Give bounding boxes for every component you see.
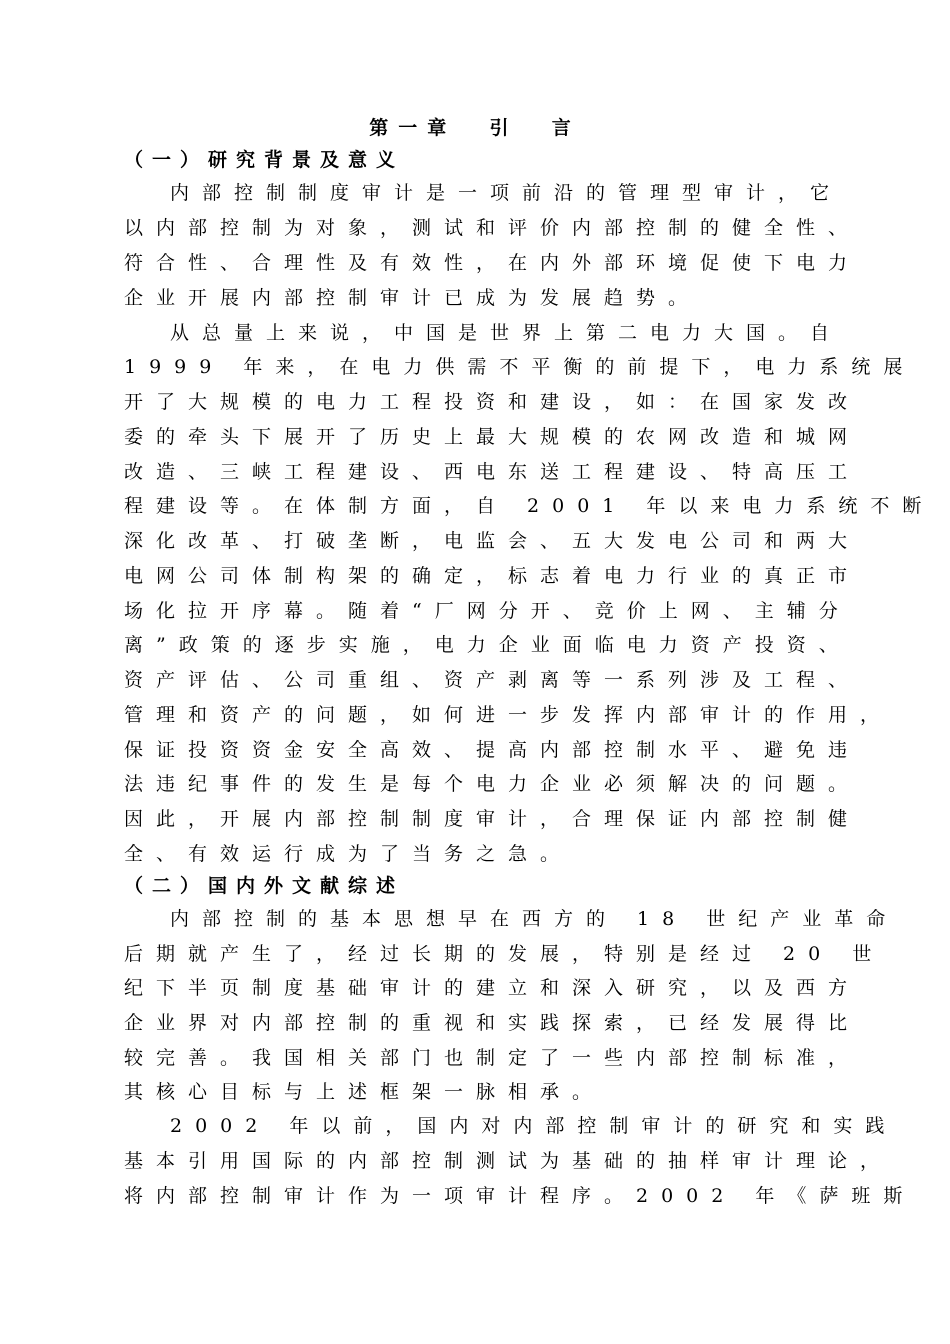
paragraph-line: 其核心目标与上述框架一脉相承。 bbox=[124, 1081, 605, 1103]
section-heading-literature-review: （二）国内外文献综述 bbox=[124, 875, 405, 897]
paragraph-line: 保证投资资金安全高效、提高内部控制水平、避免违 bbox=[124, 739, 861, 761]
paragraph-line: 符合性、合理性及有效性，在内外部环境促使下电力 bbox=[124, 252, 861, 274]
paragraph-line: 将内部控制审计作为一项审计程序。2002 年《萨班斯 bbox=[124, 1185, 916, 1207]
chapter-title: 第一章 引 言 bbox=[369, 117, 581, 139]
paragraph-line: 电网公司体制构架的确定，标志着电力行业的真正市 bbox=[124, 565, 861, 587]
paragraph-line: 1999 年来，在电力供需不平衡的前提下，电力系统展 bbox=[124, 356, 916, 378]
paragraph-line: 企业界对内部控制的重视和实践探索，已经发展得比 bbox=[124, 1012, 861, 1034]
paragraph-line: 后期就产生了，经过长期的发展，特别是经过 20 世 bbox=[124, 943, 885, 965]
paragraph-line: 内部控制制度审计是一项前沿的管理型审计，它 bbox=[170, 182, 843, 204]
paragraph-line: 全、有效运行成为了当务之急。 bbox=[124, 843, 573, 865]
paragraph-line: 基本引用国际的内部控制测试为基础的抽样审计理论， bbox=[124, 1150, 893, 1172]
paragraph-line: 场化拉开序幕。随着“厂网分开、竞价上网、主辅分 bbox=[124, 600, 851, 622]
paragraph-line: 因此，开展内部控制制度审计，合理保证内部控制健 bbox=[124, 808, 861, 830]
paragraph-line: 委的牵头下展开了历史上最大规模的农网改造和城网 bbox=[124, 426, 861, 448]
section-heading-background: （一）研究背景及意义 bbox=[124, 149, 405, 171]
paragraph-line: 较完善。我国相关部门也制定了一些内部控制标准， bbox=[124, 1047, 861, 1069]
paragraph-line: 纪下半页制度基础审计的建立和深入研究，以及西方 bbox=[124, 977, 861, 999]
paragraph-line: 改造、三峡工程建设、西电东送工程建设、特高压工 bbox=[124, 461, 861, 483]
paragraph-line: 资产评估、公司重组、资产剥离等一系列涉及工程、 bbox=[124, 669, 861, 691]
paragraph-line: 程建设等。在体制方面，自 2001 年以来电力系统不断 bbox=[124, 495, 935, 517]
paragraph-line: 法违纪事件的发生是每个电力企业必须解决的问题。 bbox=[124, 773, 861, 795]
paragraph-line: 从总量上来说，中国是世界上第二电力大国。自 bbox=[170, 322, 843, 344]
paragraph-line: 企业开展内部控制审计已成为发展趋势。 bbox=[124, 287, 701, 309]
paragraph-line: 管理和资产的问题，如何进一步发挥内部审计的作用， bbox=[124, 704, 893, 726]
paragraph-line: 开了大规模的电力工程投资和建设，如：在国家发改 bbox=[124, 391, 861, 413]
paragraph-line: 离”政策的逐步实施，电力企业面临电力资产投资、 bbox=[124, 634, 851, 656]
paragraph-line: 2002 年以前，国内对内部控制审计的研究和实践 bbox=[170, 1115, 898, 1137]
paragraph-line: 深化改革、打破垄断，电监会、五大发电公司和两大 bbox=[124, 530, 861, 552]
paragraph-line: 内部控制的基本思想早在西方的 18 世纪产业革命 bbox=[170, 908, 899, 930]
paragraph-line: 以内部控制为对象，测试和评价内部控制的健全性、 bbox=[124, 217, 861, 239]
